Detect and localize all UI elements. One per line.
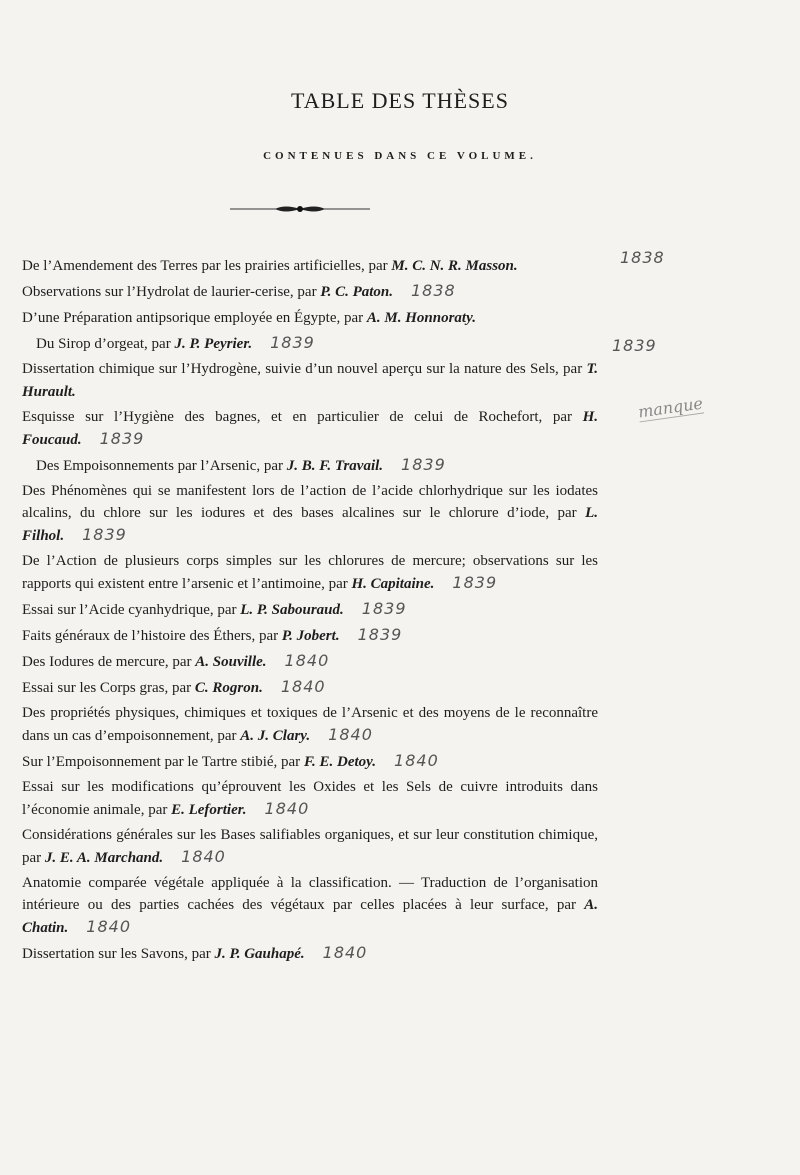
- list-item: D’une Préparation antipsorique employée en Égypte, par A. M. Honnoraty.: [22, 310, 476, 326]
- list-item: Essai sur les Corps gras, par C. Rogron. 1840: [22, 677, 326, 696]
- margin-note-manque: manque: [636, 393, 704, 422]
- list-item: Dissertation chimique sur l’Hydrogène, suivie d’un nouvel aperçu sur la nature des Sels, par T. Hurault.: [22, 361, 598, 400]
- list-item: Des propriétés physiques, chimiques et toxiques de l’Arsenic et des moyens de le reconnaître dans un cas d’empoisonnement, par A. J. Clary. 1840: [22, 705, 598, 744]
- ornament-divider: [230, 203, 370, 215]
- list-item: Des Phénomènes qui se manifestent lors de l’action de l’acide chlorhydrique sur les iodates alcalins, du chlore sur les iodures et des bases alcalines sur le chlorure d’iode, par L. Filhol. 1839: [22, 483, 598, 544]
- list-item: De l’Amendement des Terres par les prairies artificielles, par M. C. N. R. Masson.: [22, 258, 518, 274]
- list-item: Des Iodures de mercure, par A. Souville. 1840: [22, 651, 330, 670]
- list-item: Esquisse sur l’Hygiène des bagnes, et en particulier de celui de Rochefort, par H. Foucaud. 1839: [22, 409, 598, 448]
- page-subtitle: CONTENUES DANS CE VOLUME.: [263, 150, 537, 162]
- list-item: Essai sur l’Acide cyanhydrique, par L. P. Sabouraud. 1839: [22, 599, 407, 618]
- list-item: Observations sur l’Hydrolat de laurier-cerise, par P. C. Paton. 1838: [22, 281, 456, 300]
- list-item: Sur l’Empoisonnement par le Tartre stibié, par F. E. Detoy. 1840: [22, 751, 439, 770]
- list-item: Dissertation sur les Savons, par J. P. Gauhapé. 1840: [22, 943, 368, 962]
- list-item: Anatomie comparée végétale appliquée à la classification. — Traduction de l’organisation intérieure ou des parties cachées des végétaux par celles placées à leur surface, par A. Chatin. 1840: [22, 875, 598, 936]
- thesis-list: [22, 254, 598, 968]
- list-item: Essai sur les modifications qu’éprouvent les Oxides et les Sels de cuivre introduits dans l’économie animale, par E. Lefortier. 1840: [22, 779, 598, 818]
- list-item: Des Empoisonnements par l’Arsenic, par J. B. F. Travail. 1839: [36, 455, 446, 474]
- margin-note: 1839: [612, 336, 657, 355]
- list-item: Du Sirop d’orgeat, par J. P. Peyrier. 1839: [36, 333, 315, 352]
- page-title: TABLE DES THÈSES: [291, 88, 509, 113]
- list-item: De l’Action de plusieurs corps simples sur les chlorures de mercure; observations sur les rapports qui existent entre l’arsenic et l’antimoine, par H. Capitaine. 1839: [22, 553, 598, 592]
- list-item: Faits généraux de l’histoire des Éthers, par P. Jobert. 1839: [22, 625, 403, 644]
- margin-note: 1838: [620, 248, 665, 267]
- list-item: Considérations générales sur les Bases salifiables organiques, et sur leur constitution chimique, par J. E. A. Marchand. 1840: [22, 827, 598, 866]
